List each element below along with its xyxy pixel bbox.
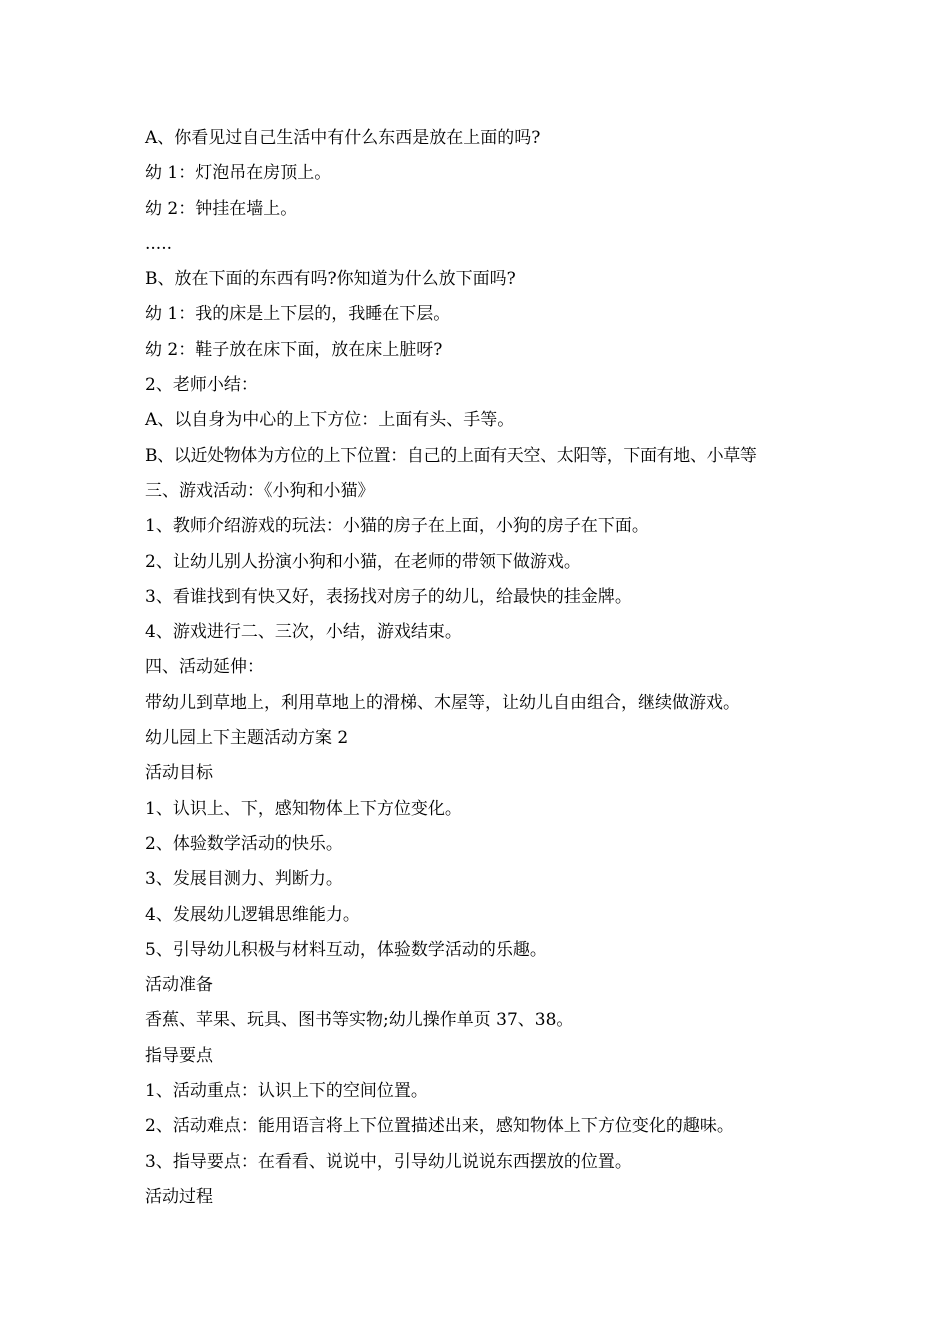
text-line: 3、指导要点：在看看、说说中，引导幼儿说说东西摆放的位置。	[145, 1151, 632, 1172]
document-body	[145, 121, 815, 1215]
text-line: 4、发展幼儿逻辑思维能力。	[145, 904, 360, 925]
document-title: 幼儿园上下主题活动方案 2	[145, 728, 349, 749]
text-line: B、放在下面的东西有吗?你知道为什么放下面吗?	[145, 269, 516, 290]
text-line: .....	[145, 233, 173, 254]
text-line: 1、活动重点：认识上下的空间位置。	[145, 1081, 428, 1102]
text-line: 1、认识上、下，感知物体上下方位变化。	[145, 798, 462, 819]
text-line: 幼 1：灯泡吊在房顶上。	[145, 163, 332, 184]
text-line: 带幼儿到草地上，利用草地上的滑梯、木屋等，让幼儿自由组合，继续做游戏。	[145, 692, 740, 713]
text-line: 2、活动难点：能用语言将上下位置描述出来，感知物体上下方位变化的趣味。	[145, 1116, 734, 1137]
text-line: 4、游戏进行二、三次，小结，游戏结束。	[145, 622, 462, 643]
text-line: 幼 2：鞋子放在床下面，放在床上脏呀?	[145, 339, 443, 360]
section-heading: 活动准备	[145, 975, 213, 996]
text-line: 1、教师介绍游戏的玩法：小猫的房子在上面，小狗的房子在下面。	[145, 516, 649, 537]
section-heading: 活动过程	[145, 1186, 213, 1207]
section-heading: 四、活动延伸：	[145, 657, 264, 678]
text-line: 幼 1：我的床是上下层的，我睡在下层。	[145, 304, 451, 325]
text-line: A、你看见过自己生活中有什么东西是放在上面的吗?	[145, 128, 541, 148]
text-line: 香蕉、苹果、玩具、图书等实物;幼儿操作单页 37、38。	[145, 1010, 574, 1031]
section-heading: 指导要点	[145, 1045, 213, 1066]
text-line: B、以近处物体为方位的上下位置：自己的上面有天空、太阳等，下面有地、小草等	[145, 445, 757, 466]
text-line: 幼 2：钟挂在墙上。	[145, 198, 298, 219]
text-line: 2、让幼儿别人扮演小狗和小猫，在老师的带领下做游戏。	[145, 551, 581, 572]
text-line: 3、看谁找到有快又好，表扬找对房子的幼儿，给最快的挂金牌。	[145, 586, 632, 607]
section-heading: 活动目标	[145, 763, 213, 784]
section-heading: 2、老师小结：	[145, 375, 258, 396]
text-line: 3、发展目测力、判断力。	[145, 869, 343, 890]
text-line: 2、体验数学活动的快乐。	[145, 833, 343, 854]
text-line: 5、引导幼儿积极与材料互动，体验数学活动的乐趣。	[145, 939, 547, 960]
text-line: A、以自身为中心的上下方位：上面有头、手等。	[145, 410, 515, 431]
section-heading: 三、游戏活动：《小狗和小猫》	[145, 480, 375, 501]
